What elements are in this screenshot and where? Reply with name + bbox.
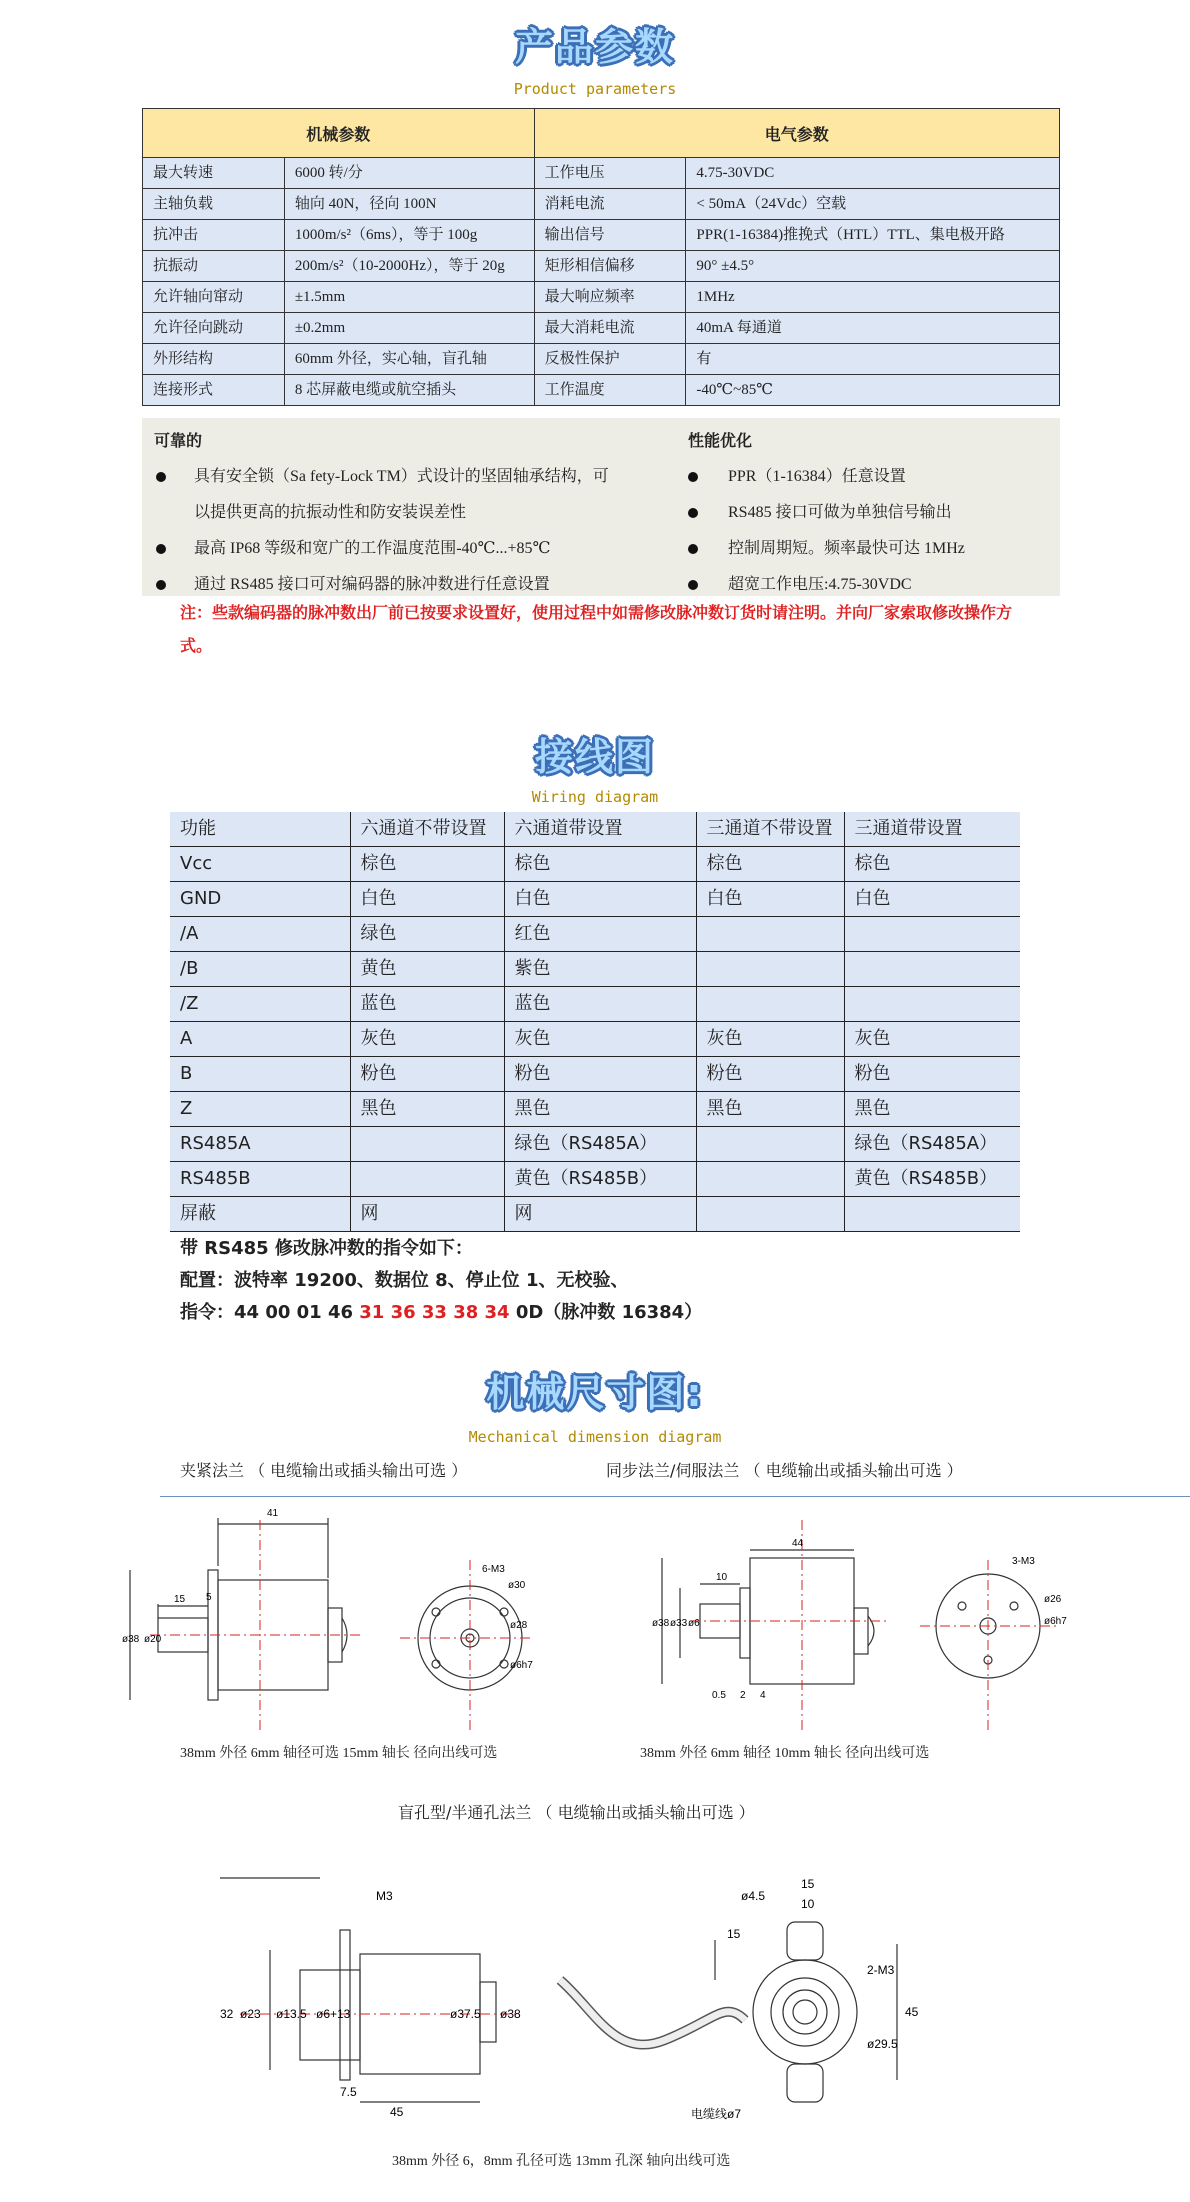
wiring-row [170, 1162, 1020, 1197]
wiring-cell: 网 [350, 1197, 504, 1232]
params-table [142, 108, 1060, 406]
params-cell: 4.75-30VDC [686, 158, 1060, 189]
wiring-cell [844, 1197, 1020, 1232]
wiring-cell: 棕色 [844, 847, 1020, 882]
wiring-header-cell: 三通道带设置 [844, 812, 1020, 847]
params-cell: 最大消耗电流 [534, 313, 686, 344]
wiring-row [170, 1127, 1020, 1162]
dim-label: 45 [905, 2005, 919, 2019]
wiring-cell: Z [170, 1092, 350, 1127]
wiring-cell: 粉色 [696, 1057, 844, 1092]
dim-label: ø6+13 [316, 2007, 351, 2021]
blind-flange-caption: 38mm 外径 6，8mm 孔径可选 13mm 孔深 轴向出线可选 [392, 2154, 731, 2169]
wiring-header-cell: 六通道不带设置 [350, 812, 504, 847]
wiring-cell: 黄色（RS485B） [504, 1162, 696, 1197]
params-cell: 60mm 外径，实心轴，盲孔轴 [284, 344, 534, 375]
dim-label: 10 [801, 1897, 815, 1911]
params-cell: 轴向 40N，径向 100N [284, 189, 534, 220]
params-cell: 矩形相信偏移 [534, 251, 686, 282]
dim-label: ø26 [1044, 1594, 1062, 1605]
params-cell: ±0.2mm [284, 313, 534, 344]
wiring-cell: 灰色 [696, 1022, 844, 1057]
bullet-dot [688, 472, 698, 482]
params-cell: 输出信号 [534, 220, 686, 251]
params-cell: 抗振动 [143, 251, 285, 282]
wiring-row [170, 952, 1020, 987]
dim-label: ø28 [510, 1620, 528, 1631]
bullet-dot [156, 472, 166, 482]
divider [160, 1496, 1190, 1497]
dim-label: ø6 [688, 1618, 700, 1629]
params-cell: 1000m/s²（6ms），等于 100g [284, 220, 534, 251]
params-row [143, 282, 1060, 313]
features-right-item: RS485 接口可做为单独信号输出 [728, 504, 952, 521]
bullet-dot [156, 580, 166, 590]
params-cell: 主轴负载 [143, 189, 285, 220]
params-subtitle: Product parameters [513, 80, 677, 98]
dim-label: 10 [716, 1572, 728, 1583]
features-panel [142, 418, 1060, 596]
wiring-cell: 蓝色 [504, 987, 696, 1022]
wiring-cell: 黄色（RS485B） [844, 1162, 1020, 1197]
dim-label: ø38 [500, 2007, 521, 2021]
params-cell: 反极性保护 [534, 344, 686, 375]
rs485-command [180, 1298, 702, 1324]
dim-label: 2-M3 [867, 1963, 895, 1977]
wiring-table [170, 812, 1020, 1232]
wiring-cell: 棕色 [696, 847, 844, 882]
wiring-cell: 网 [504, 1197, 696, 1232]
wiring-cell: 红色 [504, 917, 696, 952]
wiring-cell: /Z [170, 987, 350, 1022]
wiring-cell: 棕色 [350, 847, 504, 882]
sync-flange-caption: 38mm 外径 6mm 轴径 10mm 轴长 径向出线可选 [640, 1746, 930, 1761]
dim-label: M3 [376, 1889, 393, 1903]
wiring-cell: 黑色 [350, 1092, 504, 1127]
wiring-row [170, 847, 1020, 882]
sync-flange-label: 同步法兰/伺服法兰 （ 电缆输出或插头输出可选 ） [606, 1461, 963, 1480]
dim-label: ø4.5 [741, 1889, 766, 1903]
wiring-cell: 蓝色 [350, 987, 504, 1022]
wiring-header-cell: 六通道带设置 [504, 812, 696, 847]
features-left-title: 可靠的 [154, 431, 203, 450]
dim-label: ø20 [144, 1634, 162, 1645]
dim-label: ø38 [122, 1634, 140, 1645]
wiring-cell: RS485A [170, 1127, 350, 1162]
params-row [143, 251, 1060, 282]
dim-label: ø29.5 [867, 2037, 898, 2051]
dim-label: 15 [174, 1594, 186, 1605]
params-cell: 抗冲击 [143, 220, 285, 251]
blind-hole-front-drawing [555, 1870, 955, 2130]
params-row [143, 375, 1060, 406]
wiring-cell: 粉色 [350, 1057, 504, 1092]
wiring-row [170, 917, 1020, 952]
wiring-cell: 绿色（RS485A） [844, 1127, 1020, 1162]
blind-flange-label: 盲孔型/半通孔法兰 （ 电缆输出或插头输出可选 ） [398, 1803, 755, 1822]
bullet-dot [688, 580, 698, 590]
params-cell: 外形结构 [143, 344, 285, 375]
dim-label: ø38 [652, 1618, 670, 1629]
wiring-row [170, 1092, 1020, 1127]
wiring-cell: GND [170, 882, 350, 917]
rs485-command-prefix: 指令：44 00 01 46 [180, 1302, 360, 1323]
blind-hole-side-drawing [210, 1870, 550, 2120]
wiring-cell: /A [170, 917, 350, 952]
dim-label: 41 [267, 1508, 279, 1519]
bullet-dot [688, 544, 698, 554]
rs485-config: 配置：波特率 19200、数据位 8、停止位 1、无校验、 [180, 1270, 629, 1291]
dim-label: 3-M3 [1012, 1556, 1035, 1567]
wiring-cell: RS485B [170, 1162, 350, 1197]
dim-label: 0.5 [712, 1690, 726, 1701]
params-row [143, 158, 1060, 189]
params-cell: 最大转速 [143, 158, 285, 189]
features-right-item: 控制周期短。频率最快可达 1MHz [728, 540, 965, 557]
dim-label: ø6h7 [510, 1660, 533, 1671]
rs485-command-suffix: 0D（脉冲数 16384） [509, 1302, 703, 1323]
wiring-cell [696, 1127, 844, 1162]
wiring-cell [696, 987, 844, 1022]
wiring-cell: 粉色 [504, 1057, 696, 1092]
wiring-cell [696, 917, 844, 952]
wiring-row [170, 1197, 1020, 1232]
params-row [143, 313, 1060, 344]
params-cell: 8 芯屏蔽电缆或航空插头 [284, 375, 534, 406]
dim-label: 5 [206, 1592, 212, 1603]
params-row [143, 344, 1060, 375]
wiring-cell [844, 987, 1020, 1022]
dim-label: 45 [390, 2105, 404, 2119]
rs485-command-pulse: 31 36 33 38 34 [359, 1302, 510, 1323]
params-cell: 连接形式 [143, 375, 285, 406]
mech-title: 机械尺寸图: [486, 1371, 704, 1415]
params-row [143, 220, 1060, 251]
wiring-cell [844, 917, 1020, 952]
sync-flange-drawing [640, 1500, 1100, 1740]
wiring-cell: 黑色 [844, 1092, 1020, 1127]
features-right-item: PPR（1-16384）任意设置 [728, 468, 906, 485]
features-left-item: 通过 RS485 接口可对编码器的脉冲数进行任意设置 [194, 576, 550, 593]
wiring-header-cell: 功能 [170, 812, 350, 847]
dim-label: 7.5 [340, 2085, 357, 2099]
bullet-dot [156, 544, 166, 554]
features-left-item: 最高 IP68 等级和宽广的工作温度范围-40℃...+85℃ [194, 540, 551, 557]
rs485-intro: 带 RS485 修改脉冲数的指令如下： [180, 1238, 473, 1259]
features-left-item: 具有安全锁（Sa fety-Lock TM）式设计的坚固轴承结构，可 [194, 468, 609, 485]
wiring-row [170, 1022, 1020, 1057]
wiring-cell: A [170, 1022, 350, 1057]
dim-label: 电缆线ø7 [691, 2107, 742, 2121]
mech-subtitle: Mechanical dimension diagram [468, 1428, 722, 1446]
dim-label: 4 [760, 1690, 766, 1701]
clamp-flange-label: 夹紧法兰 （ 电缆输出或插头输出可选 ） [180, 1461, 468, 1480]
factory-note: 注：些款编码器的脉冲数出厂前已按要求设置好，使用过程中如需修改脉冲数订货时请注明。并向厂家索取修改操作方式。 [180, 603, 1013, 655]
wiring-cell: 灰色 [844, 1022, 1020, 1057]
wiring-cell: 棕色 [504, 847, 696, 882]
dim-label: ø37.5 [450, 2007, 481, 2021]
params-cell: 40mA 每通道 [686, 313, 1060, 344]
wiring-subtitle: Wiring diagram [531, 788, 659, 806]
dim-label: 2 [740, 1690, 746, 1701]
wiring-cell [350, 1127, 504, 1162]
dim-label: ø6h7 [1044, 1616, 1067, 1627]
wiring-cell [696, 952, 844, 987]
dim-label: ø30 [508, 1580, 526, 1591]
wiring-cell [696, 1162, 844, 1197]
dim-label: ø33 [670, 1618, 688, 1629]
wiring-cell: 白色 [504, 882, 696, 917]
wiring-cell: 绿色 [350, 917, 504, 952]
wiring-cell: 绿色（RS485A） [504, 1127, 696, 1162]
params-cell: 有 [686, 344, 1060, 375]
params-cell: 90° ±4.5° [686, 251, 1060, 282]
wiring-cell [350, 1162, 504, 1197]
params-cell: 1MHz [686, 282, 1060, 313]
features-right-title: 性能优化 [688, 431, 753, 450]
wiring-cell: /B [170, 952, 350, 987]
dim-label: 6-M3 [482, 1564, 505, 1575]
params-cell: 工作电压 [534, 158, 686, 189]
dim-label: ø13.5 [276, 2007, 307, 2021]
wiring-cell: 黑色 [696, 1092, 844, 1127]
params-cell: 最大响应频率 [534, 282, 686, 313]
wiring-cell: 紫色 [504, 952, 696, 987]
bullet-dot [688, 508, 698, 518]
params-head-mech: 机械参数 [143, 109, 535, 158]
params-cell: 工作温度 [534, 375, 686, 406]
wiring-header-cell: 三通道不带设置 [696, 812, 844, 847]
wiring-row [170, 882, 1020, 917]
wiring-row [170, 987, 1020, 1022]
features-left-item: 以提供更高的抗振动性和防安装误差性 [194, 504, 467, 521]
wiring-cell: 白色 [350, 882, 504, 917]
clamp-flange-caption: 38mm 外径 6mm 轴径可选 15mm 轴长 径向出线可选 [180, 1746, 498, 1761]
wiring-cell: 白色 [844, 882, 1020, 917]
params-cell: 200m/s²（10-2000Hz），等于 20g [284, 251, 534, 282]
wiring-cell: Vcc [170, 847, 350, 882]
wiring-cell: 黑色 [504, 1092, 696, 1127]
params-row [143, 189, 1060, 220]
wiring-cell: 粉色 [844, 1057, 1020, 1092]
wiring-cell: 白色 [696, 882, 844, 917]
wiring-cell: 黄色 [350, 952, 504, 987]
params-cell: < 50mA（24Vdc）空载 [686, 189, 1060, 220]
params-cell: 允许轴向窜动 [143, 282, 285, 313]
wiring-cell: 屏蔽 [170, 1197, 350, 1232]
wiring-cell: B [170, 1057, 350, 1092]
params-head-elec: 电气参数 [534, 109, 1059, 158]
clamp-flange-drawing [110, 1500, 533, 1740]
features-right-item: 超宽工作电压:4.75-30VDC [728, 576, 912, 593]
wiring-cell [696, 1197, 844, 1232]
params-cell: ±1.5mm [284, 282, 534, 313]
dim-label: 32 [220, 2007, 234, 2021]
dim-label: 15 [801, 1877, 815, 1891]
wiring-row [170, 1057, 1020, 1092]
dim-label: 44 [792, 1538, 804, 1549]
dim-label: ø23 [240, 2007, 261, 2021]
params-cell: 消耗电流 [534, 189, 686, 220]
params-cell: -40℃~85℃ [686, 375, 1060, 406]
params-cell: 6000 转/分 [284, 158, 534, 189]
wiring-cell: 灰色 [350, 1022, 504, 1057]
dim-label: 15 [727, 1927, 741, 1941]
wiring-cell: 灰色 [504, 1022, 696, 1057]
params-cell: PPR(1-16384)推挽式（HTL）TTL、集电极开路 [686, 220, 1060, 251]
params-title: 产品参数 [514, 25, 675, 69]
wiring-cell [844, 952, 1020, 987]
wiring-title: 接线图 [534, 735, 655, 779]
params-cell: 允许径向跳动 [143, 313, 285, 344]
